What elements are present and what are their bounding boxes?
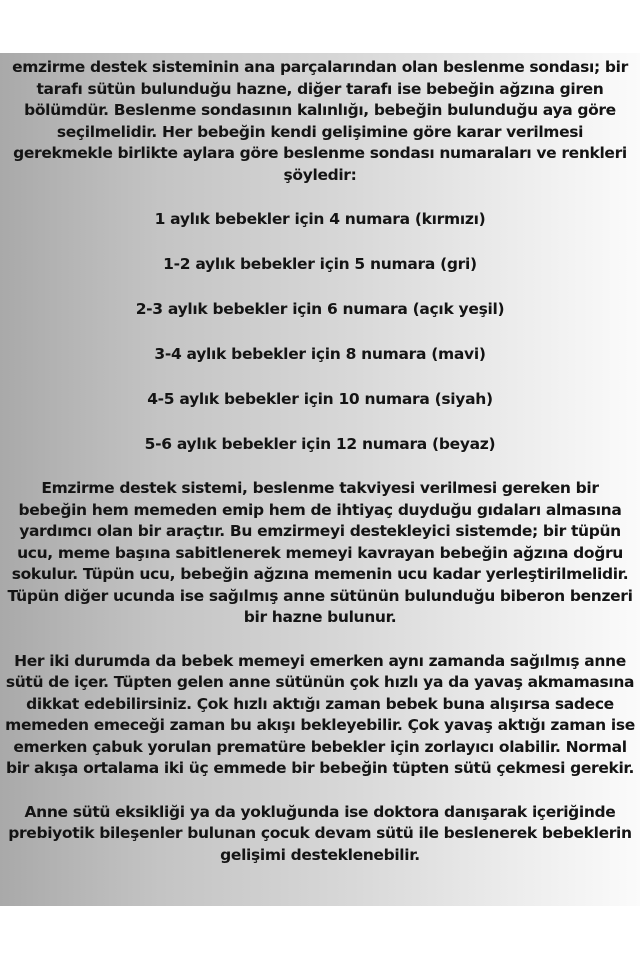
system-paragraph: Emzirme destek sistemi, beslenme takviyesi verilmesi gereken bir bebeğin hem memeden emip hem de ihtiyaç duyduğu gıdaları almasına yardımcı olan bir araçtır. Bu emzirmeyi destekleyici sistemde; bir tüpün ucu, meme başına sabitlenerek memeyi kavrayan bebeğin ağzına doğru sokulur. Tüpün ucu, bebeğin ağzına memenin ucu kadar yerleştirilmelidir. Tüpün diğer ucunda ise sağılmış anne sütünün bulunduğu biberon benzeri bir hazne bulunur. xyxy=(7,479,633,626)
flow-paragraph: Her iki durumda da bebek memeyi emerken aynı zamanda sağılmış anne sütü de içer. Tüpten gelen anne sütünün çok hızlı ya da yavaş akmamasına dikkat edebilirsiniz. Çok hızlı aktığı zaman bebek buna alışırsa sadece memeden emeceği zaman bu akışı bekleyebilir. Çok yavaş aktığı zaman ise emerken çabuk yorulan prematüre bebekler için zorlayıcı olabilir. Normal bir akışa ortalama iki üç emmede bir bebeğin tüpten sütü çekmesi gerekir. xyxy=(5,651,635,777)
intro-paragraph: emzirme destek sisteminin ana parçalarından olan beslenme sondası; bir tarafı sütün bulunduğu hazne, diğer tarafı ise bebeğin ağzına giren bölümdür. Beslenme sondasının kalınlığı, bebeğin bulunduğu aya göre seçilmelidir. Her bebeğin kendi gelişimine göre karar verilmesi gerekmekle birlikte aylara göre beslenme sondası numaraları ve renkleri şöyledir: xyxy=(12,58,628,184)
article-panel xyxy=(0,53,640,906)
list-item: 5-6 aylık bebekler için 12 numara (beyaz) xyxy=(144,435,496,453)
list-item: 2-3 aylık bebekler için 6 numara (açık yeşil) xyxy=(135,300,505,318)
closing-paragraph: Anne sütü eksikliği ya da yokluğunda ise doktora danışarak içeriğinde prebiyotik bileşenler bulunan çocuk devam sütü ile beslenerek bebeklerin gelişimi desteklenebilir. xyxy=(8,802,632,864)
list-item: 3-4 aylık bebekler için 8 numara (mavi) xyxy=(154,345,486,363)
list-item: 4-5 aylık bebekler için 10 numara (siyah) xyxy=(147,390,493,408)
list-item: 1 aylık bebekler için 4 numara (kırmızı) xyxy=(154,210,486,228)
probe-size-list xyxy=(0,197,640,467)
list-item: 1-2 aylık bebekler için 5 numara (gri) xyxy=(163,255,477,273)
